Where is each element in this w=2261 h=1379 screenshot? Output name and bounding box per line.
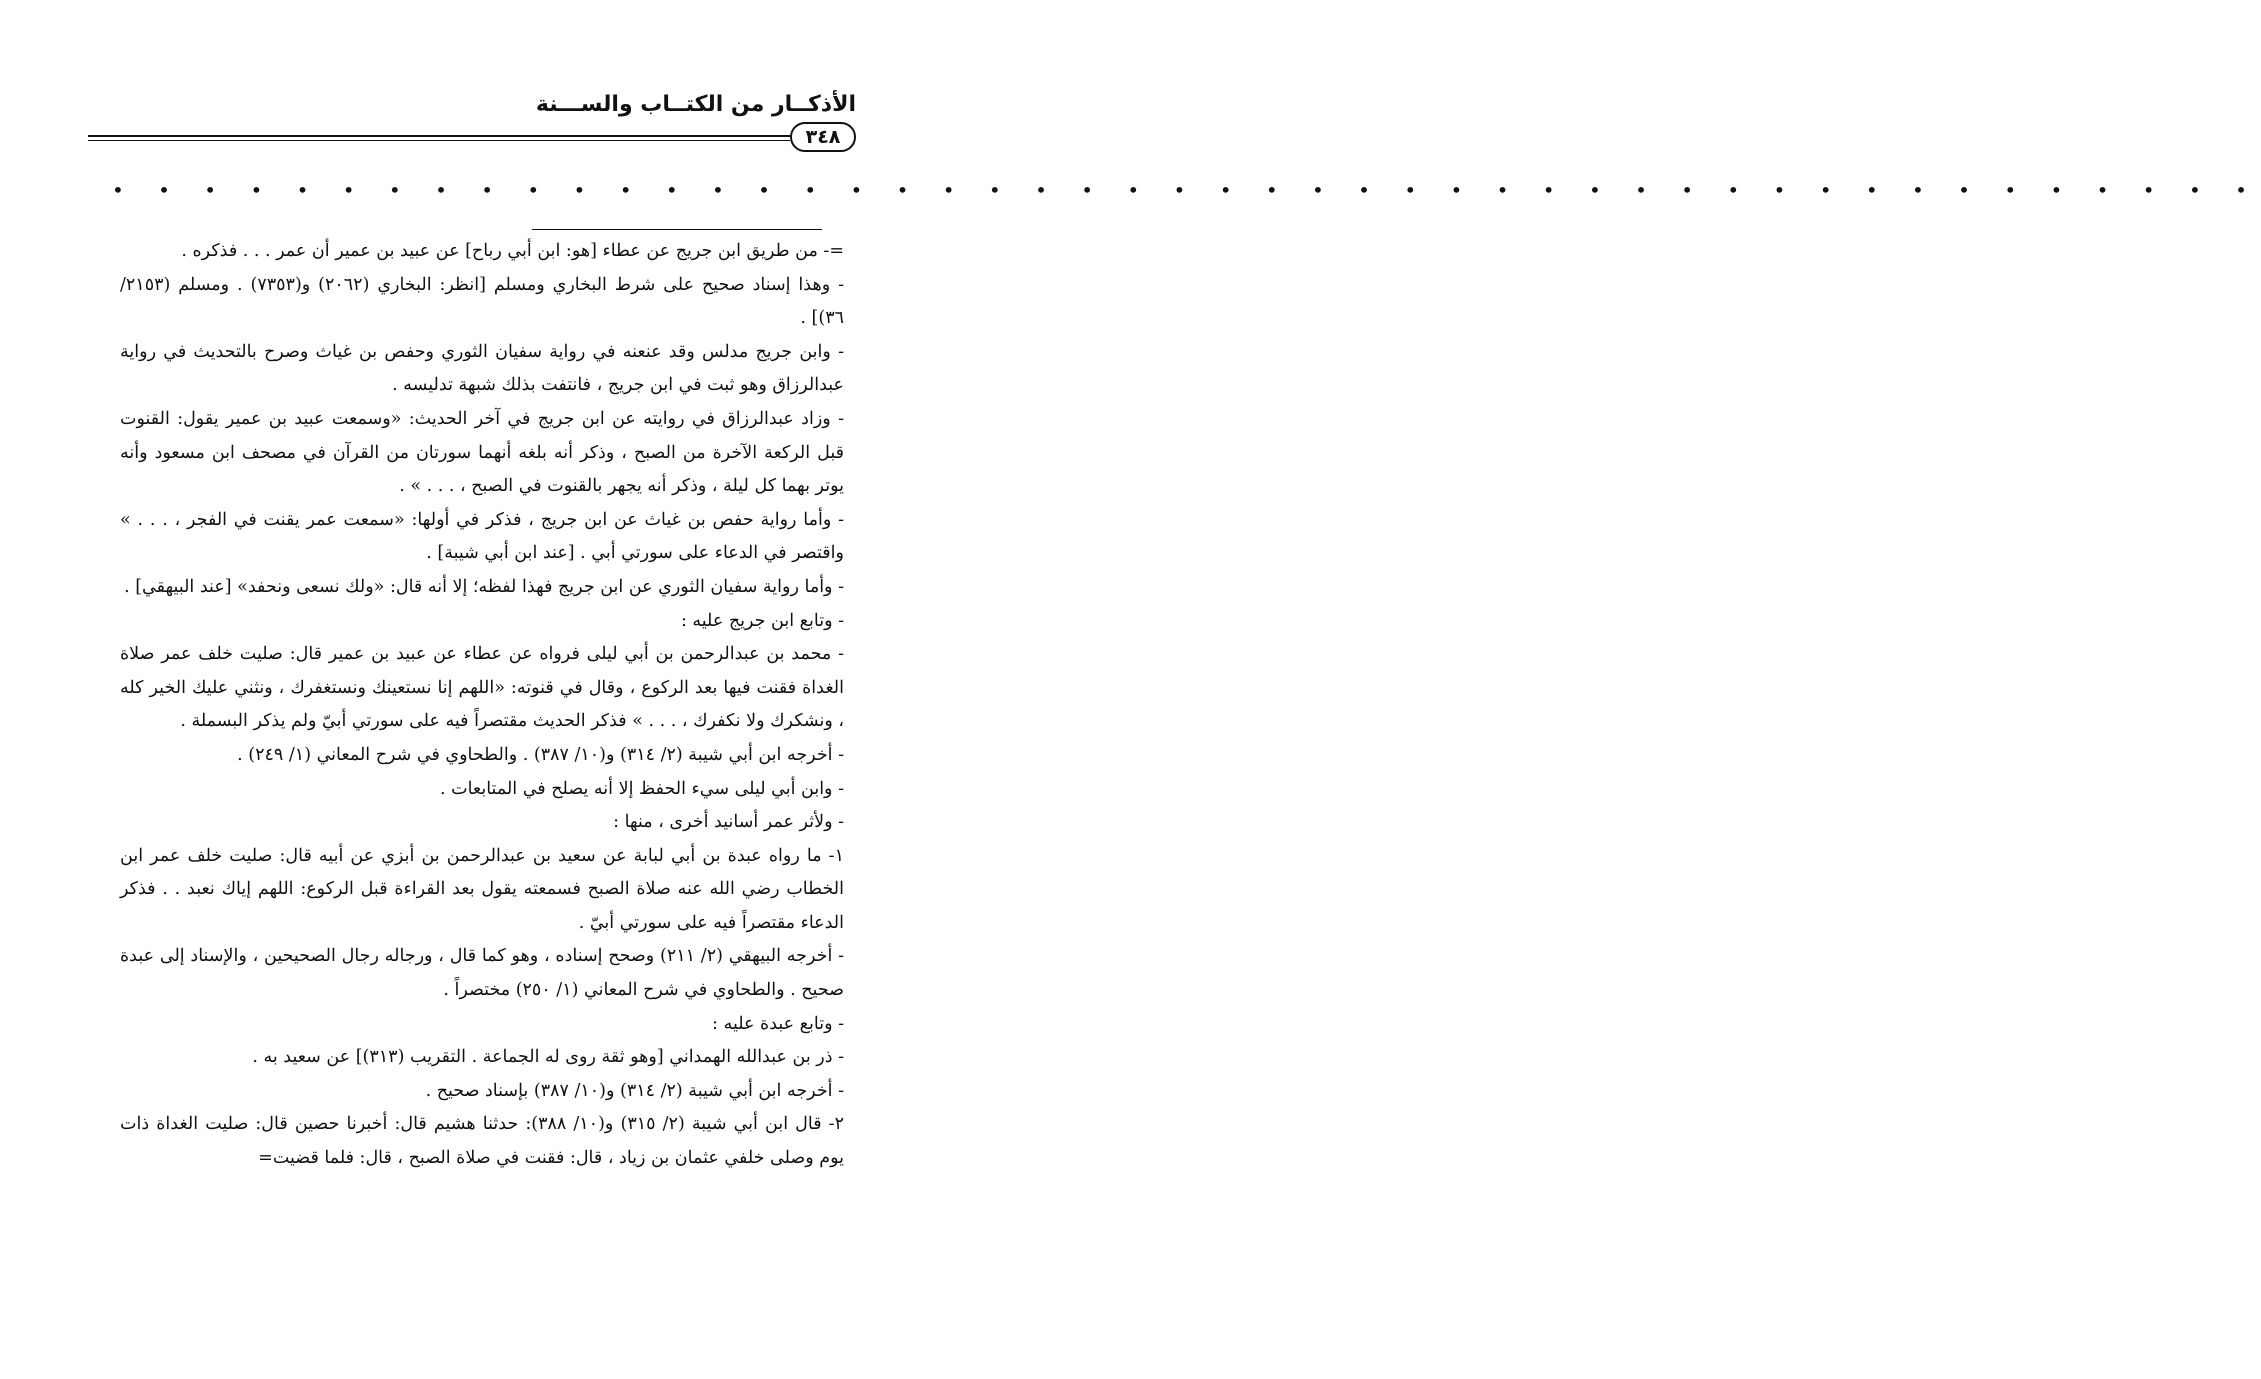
- paragraph: - وابن أبي ليلى سيء الحفظ إلا أنه يصلح في المتابعات .: [439, 778, 844, 799]
- paragraph: - وأما رواية سفيان الثوري عن ابن جريج فهذا لفظه؛ إلا أنه قال: «ولك نسعى ونحفد» [عند البيهقي] .: [124, 576, 844, 597]
- paragraph: =- من طريق ابن جريج عن عطاء [هو: ابن أبي رباح] عن عبيد بن عمير أن عمر . . . فذكره .: [181, 241, 844, 261]
- dotted-separator: • • • • • • • • • • • • • • • • • • • • • • • • • • • • • • • • • • • • • • • • • • • • • • •: [112, 178, 2261, 202]
- paragraph: - وتابع عبدة عليه :: [712, 1013, 844, 1034]
- page-number-badge: ٣٤٨: [790, 122, 856, 152]
- paragraph: ١- ما رواه عبدة بن أبي لبابة عن سعيد بن عبدالرحمن بن أبزي عن أبيه قال: صليت خلف عمر ابن الخطاب رضي الله عنه صلاة الصبح فسمعته يقول بعد القراءة قبل الركوع: اللهم إياك نعبد . . فذكر الدعاء مقتصراً فيه على سورتي أبيّ .: [120, 845, 844, 933]
- paragraph: - أخرجه ابن أبي شيبة (٢/ ٣١٤) و(١٠/ ٣٨٧) . والطحاوي في شرح المعاني (١/ ٢٤٩) .: [237, 744, 844, 765]
- paragraph: - وزاد عبدالرزاق في روايته عن ابن جريج في آخر الحديث: «وسمعت عبيد بن عمير يقول: القنوت قبل الركعة الآخرة من الصبح ، وذكر أنه بلغه أنهما سورتان من القرآن في مصحف ابن مسعود وأنه يوتر بهما كل ليلة ، وذكر أنه يجهر بالقنوت في الصبح ، . . . » .: [120, 408, 844, 497]
- paragraph: - أخرجه البيهقي (٢/ ٢١١) وصحح إسناده ، وهو كما قال ، ورجاله رجال الصحيحين ، والإسناد إلى عبدة صحيح . والطحاوي في شرح المعاني (١/ ٢٥٠) مختصراً .: [120, 946, 844, 1001]
- paragraph: - محمد بن عبدالرحمن بن أبي ليلى فرواه عن عطاء عن عبيد بن عمير قال: صليت خلف عمر صلاة الغداة فقنت فيها بعد الركوع ، وقال في قنوته: «اللهم إنا نستعينك ونستغفرك ، ونثني عليك الخير كله ، ونشكرك ولا نكفرك ، . . . » فذكر الحديث مقتصراً فيه على سورتي أبيّ ولم يذكر البسملة .: [120, 644, 844, 732]
- paragraph: ٢- قال ابن أبي شيبة (٢/ ٣١٥) و(١٠/ ٣٨٨): حدثنا هشيم قال: أخبرنا حصين قال: صليت الغداة ذات يوم وصلى خلفي عثمان بن زياد ، قال: فقنت في صلاة الصبح ، قال: فلما قضيت=: [120, 1114, 845, 1169]
- footnote-body: [120, 235, 844, 1176]
- paragraph: - وهذا إسناد صحيح على شرط البخاري ومسلم [انظر: البخاري (٢٠٦٢) و(٧٣٥٣) . ومسلم (٢١٥٣/ ٣٦)] .: [120, 274, 844, 329]
- paragraph: - وأما رواية حفص بن غياث عن ابن جريج ، فذكر في أولها: «سمعت عمر يقنت في الفجر ، . . . » واقتصر في الدعاء على سورتي أبي . [عند ابن أبي شيبة] .: [120, 509, 844, 564]
- running-header-title: الأذكــار من الكتــاب والســـنة: [535, 92, 856, 117]
- paragraph: - ذر بن عبدالله الهمداني [وهو ثقة روى له الجماعة . التقريب (٣١٣)] عن سعيد به .: [252, 1047, 844, 1068]
- paragraph: - أخرجه ابن أبي شيبة (٢/ ٣١٤) و(١٠/ ٣٨٧) بإسناد صحيح .: [425, 1080, 844, 1101]
- paragraph: - ولأثر عمر أسانيد أخرى ، منها :: [613, 812, 844, 833]
- paragraph: - وتابع ابن جريج عليه :: [680, 610, 844, 631]
- footnote-rule: [532, 229, 822, 230]
- header-rule-thin: [88, 140, 790, 141]
- header-rule: [88, 135, 790, 137]
- paragraph: - وابن جريج مدلس وقد عنعنه في رواية سفيان الثوري وحفص بن غياث وصرح بالتحديث في رواية عبدالرزاق وهو ثبت في ابن جريج ، فانتفت بذلك شبهة تدليسه .: [120, 341, 844, 396]
